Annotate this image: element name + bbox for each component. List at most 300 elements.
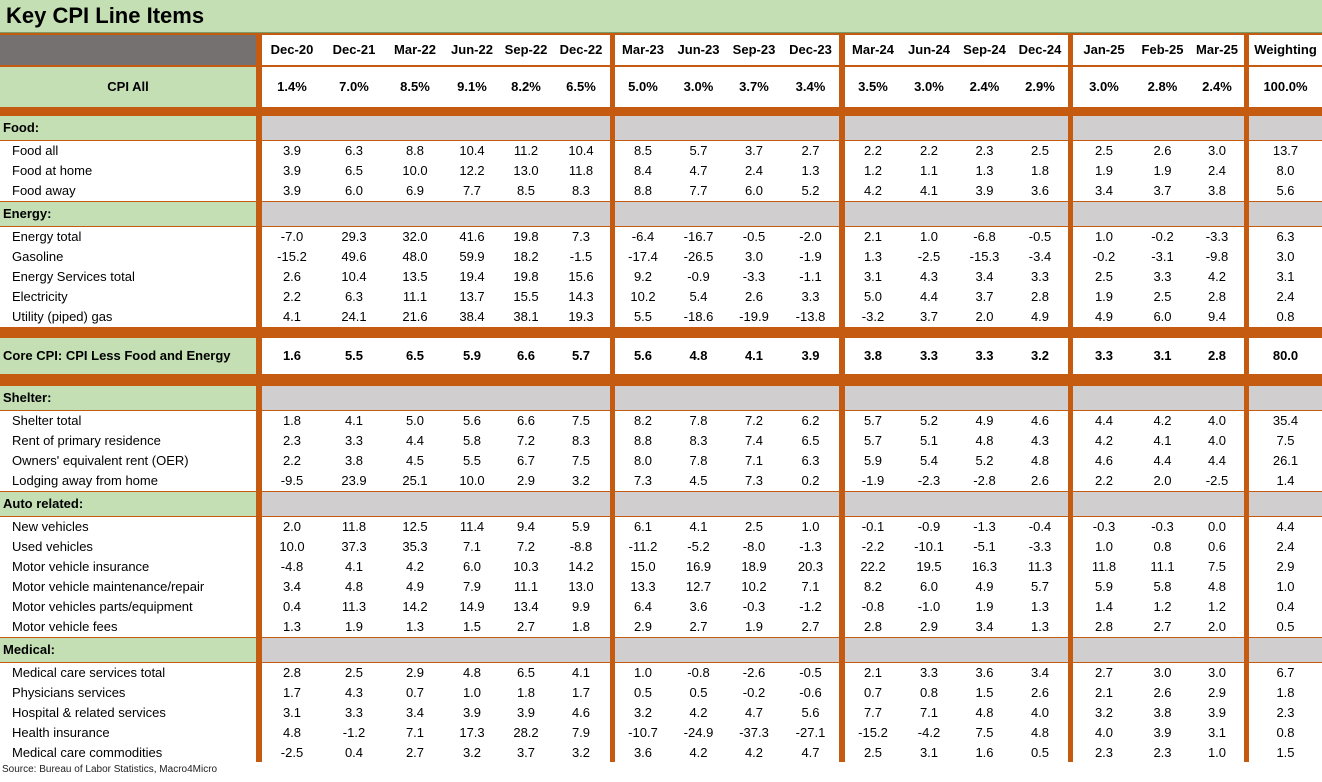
cell-value: 2.3	[1094, 745, 1114, 760]
section-grey-band	[845, 492, 1068, 516]
cell-value: 5.8	[462, 433, 482, 448]
cell-value: 4.8	[1207, 579, 1227, 594]
cell-value: 2.2	[863, 143, 883, 158]
cell-value: 1.3	[1030, 599, 1050, 614]
cell-value: 3.9	[516, 705, 536, 720]
section-grey-band	[386, 116, 610, 140]
cell-value: 24.1	[341, 309, 367, 324]
cell-value: 2.8	[1207, 289, 1227, 304]
row-label: New vehicles	[12, 519, 89, 534]
cell-value: 2.7	[1094, 665, 1114, 680]
cell-value: 4.2	[689, 705, 708, 720]
cpi-all-value: 8.5%	[400, 79, 430, 94]
cell-value: 0.5	[1030, 745, 1050, 760]
cell-value: -8.8	[569, 539, 593, 554]
cell-value: -1.9	[799, 249, 822, 264]
core-cpi-label: Core CPI: CPI Less Food and Energy	[3, 348, 231, 363]
cell-value: 4.1	[571, 665, 591, 680]
row-label: Electricity	[12, 289, 68, 304]
cell-value: 6.4	[633, 599, 653, 614]
cell-value: -19.9	[739, 309, 769, 324]
section-grey-band	[1073, 638, 1244, 662]
cell-value: 0.5	[633, 685, 653, 700]
cell-value: 5.0	[863, 289, 883, 304]
cell-value: -4.8	[280, 559, 304, 574]
cell-value: 17.3	[459, 725, 485, 740]
cell-value: 4.8	[975, 705, 994, 720]
cell-value: 35.3	[402, 539, 428, 554]
row-label: Food all	[12, 143, 59, 158]
cell-value: 2.7	[689, 619, 708, 634]
row-label: Lodging away from home	[12, 473, 158, 488]
cell-value: 6.5	[344, 163, 364, 178]
cell-value: 7.1	[405, 725, 425, 740]
cell-value: 1.3	[405, 619, 425, 634]
cell-value: 13.3	[630, 579, 656, 594]
cell-value: 6.0	[1153, 309, 1172, 324]
cell-value: 6.1	[633, 519, 653, 534]
cell-value: -2.2	[861, 539, 885, 554]
cell-value: 4.1	[689, 519, 708, 534]
cell-value: 4.2	[689, 745, 708, 760]
cpi-all-value: 6.5%	[566, 79, 596, 94]
cell-value: 5.6	[462, 413, 482, 428]
cell-value: -24.9	[683, 725, 714, 740]
cell-value: 15.6	[568, 269, 594, 284]
cell-value: 4.9	[975, 413, 994, 428]
cell-value: -3.4	[1028, 249, 1052, 264]
cell-value: 35.4	[1272, 413, 1299, 428]
cell-value: 9.9	[571, 599, 591, 614]
cell-value: -3.1	[1151, 249, 1174, 264]
cell-value: 3.9	[1153, 725, 1172, 740]
cell-value: 0.5	[1276, 619, 1295, 634]
cell-value: 2.7	[801, 143, 820, 158]
cpi-all-value: 3.7%	[739, 79, 769, 94]
cell-value: -8.0	[742, 539, 766, 554]
cell-value: 1.3	[801, 163, 820, 178]
cell-value: 19.4	[459, 269, 485, 284]
cell-value: -4.2	[917, 725, 941, 740]
cell-value: 4.5	[689, 473, 708, 488]
cell-value: 3.2	[571, 745, 591, 760]
cell-value: 7.5	[975, 725, 994, 740]
cell-value: 6.0	[344, 183, 364, 198]
section-grey-band	[262, 202, 386, 226]
cell-value: 7.7	[863, 705, 883, 720]
cell-value: 11.3	[341, 599, 367, 614]
row-label: Utility (piped) gas	[12, 309, 113, 324]
cell-value: 8.8	[405, 143, 425, 158]
cell-value: 19.3	[568, 309, 594, 324]
cell-value: 1.5	[462, 619, 482, 634]
section-label: Food:	[3, 120, 40, 135]
cell-value: 2.0	[282, 519, 302, 534]
cell-value: 3.9	[282, 143, 302, 158]
cell-value: 59.9	[459, 249, 485, 264]
cell-value: 2.4	[1207, 163, 1227, 178]
cell-value: 5.2	[919, 413, 939, 428]
cell-value: -17.4	[628, 249, 658, 264]
column-header: Sep-23	[732, 42, 776, 57]
cell-value: 0.8	[919, 685, 939, 700]
cell-value: 0.8	[1276, 725, 1295, 740]
cell-value: -2.6	[742, 665, 766, 680]
cell-value: 1.8	[282, 413, 302, 428]
cell-value: 1.0	[1276, 579, 1295, 594]
cell-value: 8.5	[633, 143, 653, 158]
cell-value: 4.3	[344, 685, 364, 700]
cell-value: -15.2	[277, 249, 307, 264]
cell-value: 3.2	[462, 745, 482, 760]
core-cpi-value: 3.3	[975, 348, 994, 363]
cell-value: 11.4	[459, 519, 485, 534]
cell-value: -3.3	[742, 269, 766, 284]
cell-value: 1.2	[1207, 599, 1227, 614]
cell-value: 3.2	[1094, 705, 1114, 720]
cell-value: 4.7	[689, 163, 708, 178]
cell-value: 10.0	[459, 473, 485, 488]
cell-value: 7.1	[462, 539, 482, 554]
section-grey-band	[615, 116, 839, 140]
cell-value: 4.2	[1207, 269, 1227, 284]
cell-value: 1.7	[571, 685, 591, 700]
row-label: Food away	[12, 183, 76, 198]
cpi-all-value: 3.4%	[795, 79, 826, 94]
cell-value: 16.9	[685, 559, 712, 574]
cell-value: 2.2	[919, 143, 939, 158]
cell-value: 2.5	[1030, 143, 1050, 158]
cell-value: 15.0	[630, 559, 656, 574]
cell-value: 2.7	[801, 619, 820, 634]
cell-value: 4.9	[975, 579, 994, 594]
cell-value: 2.4	[1276, 289, 1295, 304]
cpi-all-value: 2.9%	[1025, 79, 1055, 94]
cell-value: 10.0	[279, 539, 305, 554]
cell-value: 0.4	[344, 745, 364, 760]
cell-value: 5.4	[689, 289, 708, 304]
cell-value: -10.7	[628, 725, 658, 740]
cell-value: 7.1	[801, 579, 820, 594]
cell-value: 1.1	[919, 163, 939, 178]
cell-value: 3.9	[282, 163, 302, 178]
cell-value: 3.6	[1030, 183, 1050, 198]
cell-value: 1.9	[1153, 163, 1172, 178]
cell-value: 0.7	[863, 685, 883, 700]
core-cpi-value: 3.3	[1094, 348, 1114, 363]
column-header: Sep-22	[504, 42, 548, 57]
cell-value: 4.7	[801, 745, 820, 760]
cell-value: 4.0	[1207, 413, 1227, 428]
cell-value: 6.3	[344, 289, 364, 304]
cell-value: 2.1	[863, 229, 883, 244]
cell-value: 2.5	[1094, 269, 1114, 284]
cell-value: 5.6	[801, 705, 820, 720]
cell-value: 2.1	[863, 665, 883, 680]
cell-value: 7.3	[571, 229, 591, 244]
cell-value: 32.0	[402, 229, 428, 244]
cell-value: 5.5	[462, 453, 482, 468]
cell-value: 13.0	[568, 579, 594, 594]
cpi-all-value: 5.0%	[628, 79, 658, 94]
cell-value: 1.2	[1153, 599, 1172, 614]
cell-value: -6.8	[973, 229, 996, 244]
page-title: Key CPI Line Items	[6, 3, 205, 28]
cell-value: -0.1	[861, 519, 885, 534]
cell-value: 28.2	[513, 725, 539, 740]
section-label: Shelter:	[3, 390, 52, 405]
cell-value: 29.3	[341, 229, 367, 244]
cell-value: -9.8	[1205, 249, 1229, 264]
cell-value: 4.8	[462, 665, 482, 680]
section-grey-band	[386, 638, 610, 662]
row-label: Physicians services	[12, 685, 126, 700]
cell-value: 48.0	[402, 249, 428, 264]
cell-value: 1.5	[975, 685, 994, 700]
cell-value: -5.2	[687, 539, 710, 554]
cell-value: 3.3	[1153, 269, 1172, 284]
cell-value: 5.9	[1094, 579, 1114, 594]
cell-value: 3.2	[571, 473, 591, 488]
cell-value: 3.3	[344, 433, 364, 448]
cell-value: -9.5	[280, 473, 304, 488]
cell-value: 10.0	[402, 163, 428, 178]
cpi-all-value: 8.2%	[511, 79, 541, 94]
cell-value: 2.6	[1030, 473, 1050, 488]
cell-value: 7.2	[744, 413, 764, 428]
cell-value: 7.1	[744, 453, 764, 468]
cell-value: -18.6	[683, 309, 714, 324]
cell-value: 19.8	[513, 229, 539, 244]
cell-value: 4.8	[1030, 453, 1050, 468]
cell-value: 4.5	[405, 453, 425, 468]
cell-value: -1.3	[973, 519, 996, 534]
cell-value: 2.5	[1094, 143, 1114, 158]
row-label: Motor vehicle fees	[12, 619, 118, 634]
cpi-all-label: CPI All	[107, 79, 149, 94]
row-label: Hospital & related services	[12, 705, 166, 720]
cell-value: -0.3	[1092, 519, 1116, 534]
cell-value: 2.9	[405, 665, 425, 680]
section-grey-band	[615, 492, 839, 516]
cell-value: 4.1	[919, 183, 939, 198]
cell-value: 3.4	[1094, 183, 1114, 198]
row-label: Motor vehicles parts/equipment	[12, 599, 193, 614]
section-label: Energy:	[3, 206, 52, 221]
row-label: Food at home	[12, 163, 93, 178]
section-grey-band	[1249, 202, 1322, 226]
core-cpi-value: 5.6	[633, 348, 653, 363]
cell-value: 2.3	[282, 433, 302, 448]
cell-value: 9.4	[516, 519, 536, 534]
cell-value: 1.0	[801, 519, 820, 534]
cell-value: 3.7	[1153, 183, 1172, 198]
cell-value: 8.4	[633, 163, 653, 178]
section-grey-band	[386, 492, 610, 516]
section-grey-band	[845, 202, 1068, 226]
core-cpi-value: 2.8	[1207, 348, 1227, 363]
cell-value: 3.3	[344, 705, 364, 720]
cell-value: -2.5	[280, 745, 304, 760]
section-grey-band	[845, 638, 1068, 662]
cell-value: 7.7	[689, 183, 708, 198]
row-label: Shelter total	[12, 413, 82, 428]
cell-value: 6.3	[1276, 229, 1295, 244]
column-header: Mar-25	[1196, 42, 1238, 57]
cell-value: 13.7	[459, 289, 485, 304]
cell-value: 2.7	[405, 745, 425, 760]
cell-value: -1.1	[799, 269, 822, 284]
cell-value: 2.9	[516, 473, 536, 488]
cell-value: 5.7	[689, 143, 708, 158]
source-note: Source: Bureau of Labor Statistics, Macro4Micro	[2, 764, 218, 775]
row-label: Medical care commodities	[12, 745, 163, 760]
cell-value: 4.8	[282, 725, 302, 740]
core-cpi-value: 5.5	[344, 348, 364, 363]
cell-value: 4.7	[744, 705, 764, 720]
cell-value: 2.8	[282, 665, 302, 680]
cell-value: 3.9	[462, 705, 482, 720]
cell-value: 18.2	[513, 249, 539, 264]
cell-value: -1.5	[569, 249, 593, 264]
cell-value: 10.4	[459, 143, 485, 158]
cell-value: 7.4	[744, 433, 764, 448]
cell-value: 1.0	[462, 685, 482, 700]
cell-value: 10.4	[341, 269, 367, 284]
cell-value: 1.2	[863, 163, 883, 178]
cell-value: 2.9	[919, 619, 939, 634]
cell-value: 7.9	[571, 725, 591, 740]
row-label: Energy total	[12, 229, 82, 244]
core-cpi-value: 4.1	[744, 348, 764, 363]
cell-value: -0.4	[1028, 519, 1052, 534]
cell-value: -0.2	[1151, 229, 1174, 244]
cell-value: 11.8	[568, 163, 594, 178]
cell-value: 3.4	[975, 269, 994, 284]
core-cpi-value: 3.9	[801, 348, 820, 363]
cell-value: 10.2	[741, 579, 767, 594]
cell-value: 3.0	[1276, 249, 1295, 264]
cell-value: 6.7	[1276, 665, 1295, 680]
cell-value: 2.9	[1207, 685, 1227, 700]
cell-value: 1.8	[571, 619, 591, 634]
cell-value: -0.9	[687, 269, 710, 284]
cell-value: 2.3	[1276, 705, 1295, 720]
cell-value: 3.0	[1207, 665, 1227, 680]
cell-value: 10.3	[513, 559, 539, 574]
section-grey-band	[1249, 116, 1322, 140]
cell-value: 1.3	[863, 249, 883, 264]
cell-value: 5.7	[863, 433, 883, 448]
cell-value: 8.0	[633, 453, 653, 468]
cell-value: 5.7	[863, 413, 883, 428]
cell-value: 3.7	[919, 309, 939, 324]
cell-value: 12.5	[402, 519, 428, 534]
cell-value: -3.3	[1028, 539, 1052, 554]
cell-value: 1.9	[1094, 289, 1114, 304]
row-label: Motor vehicle insurance	[12, 559, 150, 574]
section-grey-band	[845, 116, 1068, 140]
cell-value: 6.2	[801, 413, 820, 428]
column-header: Mar-23	[622, 42, 664, 57]
cell-value: 6.5	[516, 665, 536, 680]
cell-value: 5.6	[1276, 183, 1295, 198]
cell-value: 4.4	[405, 433, 425, 448]
core-cpi-value: 5.9	[462, 348, 482, 363]
column-header: Dec-21	[332, 42, 376, 57]
cell-value: -1.9	[861, 473, 885, 488]
cell-value: -0.2	[1092, 249, 1116, 264]
cell-value: 1.9	[975, 599, 994, 614]
section-label: Medical:	[3, 642, 56, 657]
cpi-all-value: 2.4%	[1202, 79, 1232, 94]
cell-value: 5.4	[919, 453, 939, 468]
cell-value: 3.9	[975, 183, 994, 198]
cell-value: -3.3	[1205, 229, 1229, 244]
cell-value: 7.1	[919, 705, 939, 720]
section-grey-band	[1073, 116, 1244, 140]
cell-value: 14.9	[459, 599, 485, 614]
cell-value: 18.9	[741, 559, 767, 574]
section-grey-band	[262, 492, 386, 516]
cell-value: 13.7	[1272, 143, 1299, 158]
cell-value: 1.9	[1094, 163, 1114, 178]
cell-value: 3.0	[1207, 143, 1227, 158]
section-grey-band	[1249, 386, 1322, 410]
cell-value: 2.6	[1030, 685, 1050, 700]
column-header: Jun-22	[451, 42, 493, 57]
column-header: Dec-23	[789, 42, 832, 57]
cell-value: 4.6	[1030, 413, 1050, 428]
cell-value: 16.3	[971, 559, 998, 574]
cell-value: 5.9	[863, 453, 883, 468]
cell-value: 3.3	[1030, 269, 1050, 284]
cell-value: 1.6	[975, 745, 994, 760]
cell-value: 2.4	[744, 163, 764, 178]
cpi-all-value: 7.0%	[339, 79, 369, 94]
cell-value: -0.5	[799, 665, 822, 680]
cell-value: 11.8	[341, 519, 367, 534]
cell-value: 1.8	[1276, 685, 1295, 700]
cell-value: 10.4	[568, 143, 594, 158]
cell-value: 11.3	[1027, 559, 1053, 574]
cell-value: 11.1	[513, 579, 539, 594]
cell-value: 23.9	[341, 473, 367, 488]
cell-value: 10.2	[630, 289, 656, 304]
cell-value: -26.5	[683, 249, 714, 264]
core-cpi-value: 3.3	[919, 348, 939, 363]
cell-value: 25.1	[402, 473, 428, 488]
cell-value: 1.4	[1276, 473, 1295, 488]
cell-value: 2.2	[1094, 473, 1114, 488]
cell-value: 3.8	[1153, 705, 1172, 720]
cell-value: 6.5	[801, 433, 820, 448]
cell-value: -2.8	[973, 473, 996, 488]
cell-value: 0.0	[1207, 519, 1227, 534]
cell-value: 3.9	[282, 183, 302, 198]
cell-value: -3.2	[861, 309, 885, 324]
cell-value: 1.8	[516, 685, 536, 700]
cell-value: 0.7	[405, 685, 425, 700]
core-cpi-value: 3.2	[1030, 348, 1050, 363]
cell-value: 4.2	[744, 745, 764, 760]
cell-value: 7.7	[462, 183, 482, 198]
cell-value: 3.8	[344, 453, 364, 468]
cell-value: 4.8	[344, 579, 364, 594]
cell-value: 4.9	[405, 579, 425, 594]
cell-value: 3.7	[516, 745, 536, 760]
cpi-all-value: 3.0%	[683, 79, 714, 94]
